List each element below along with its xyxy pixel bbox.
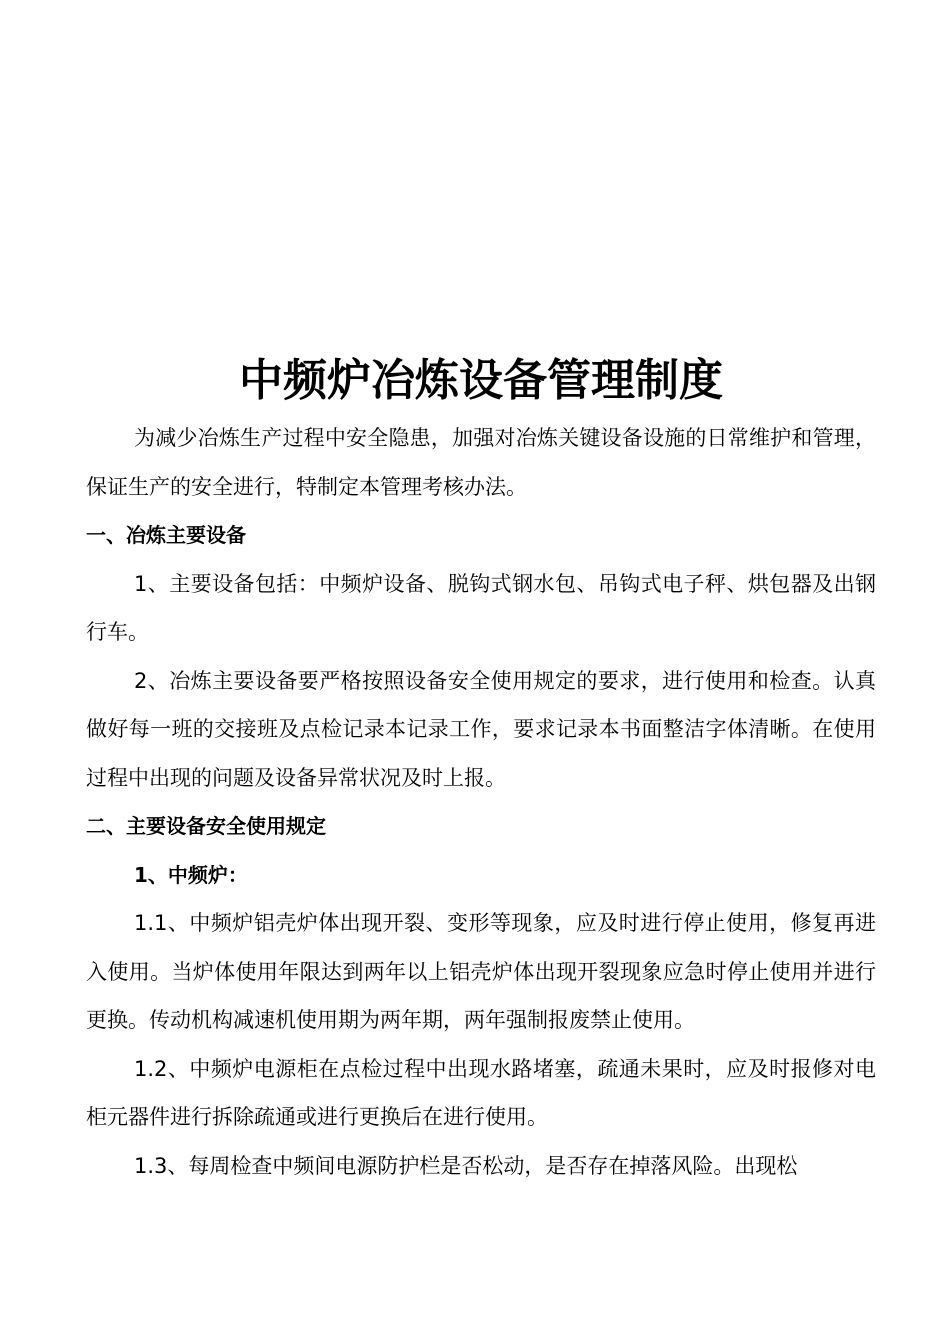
- section1-item-1: 1、主要设备包括：中频炉设备、脱钩式钢水包、吊钩式电子秤、烘包器及出钢行车。: [86, 571, 876, 644]
- document-title: 中频炉冶炼设备管理制度: [239, 355, 723, 406]
- section1-item-2: 2、冶炼主要设备要严格按照设备安全使用规定的要求，进行使用和检查。认真做好每一班的交接班及点检记录本记录工作，要求记录本书面整洁字体清晰。在使用过程中出现的问题及设备异常状况及时上报。: [86, 668, 876, 790]
- section-heading-2: 二、主要设备安全使用规定: [86, 814, 326, 838]
- section-heading-1: 一、冶炼主要设备: [86, 523, 246, 547]
- rule-item-1-3: 1.3、每周检查中频间电源防护栏是否松动，是否存在掉落风险。出现松: [134, 1153, 798, 1178]
- rule-item-1-2: 1.2、中频炉电源柜在点检过程中出现水路堵塞，疏通未果时，应及时报修对电柜元器件进行拆除疏通或进行更换后在进行使用。: [86, 1056, 876, 1129]
- subsection-heading-furnace: 1、中频炉：: [134, 862, 248, 887]
- intro-paragraph: 为减少冶炼生产过程中安全隐患，加强对冶炼关键设备设施的日常维护和管理，保证生产的安全进行，特制定本管理考核办法。: [86, 426, 876, 499]
- rule-item-1-1: 1.1、中频炉铝壳炉体出现开裂、变形等现象，应及时进行停止使用，修复再进入使用。当炉体使用年限达到两年以上铝壳炉体出现开裂现象应急时停止使用并进行更换。传动机构减速机使用期为两年期，两年强制报废禁止使用。: [86, 911, 876, 1032]
- document-page: [86, 348, 876, 1190]
